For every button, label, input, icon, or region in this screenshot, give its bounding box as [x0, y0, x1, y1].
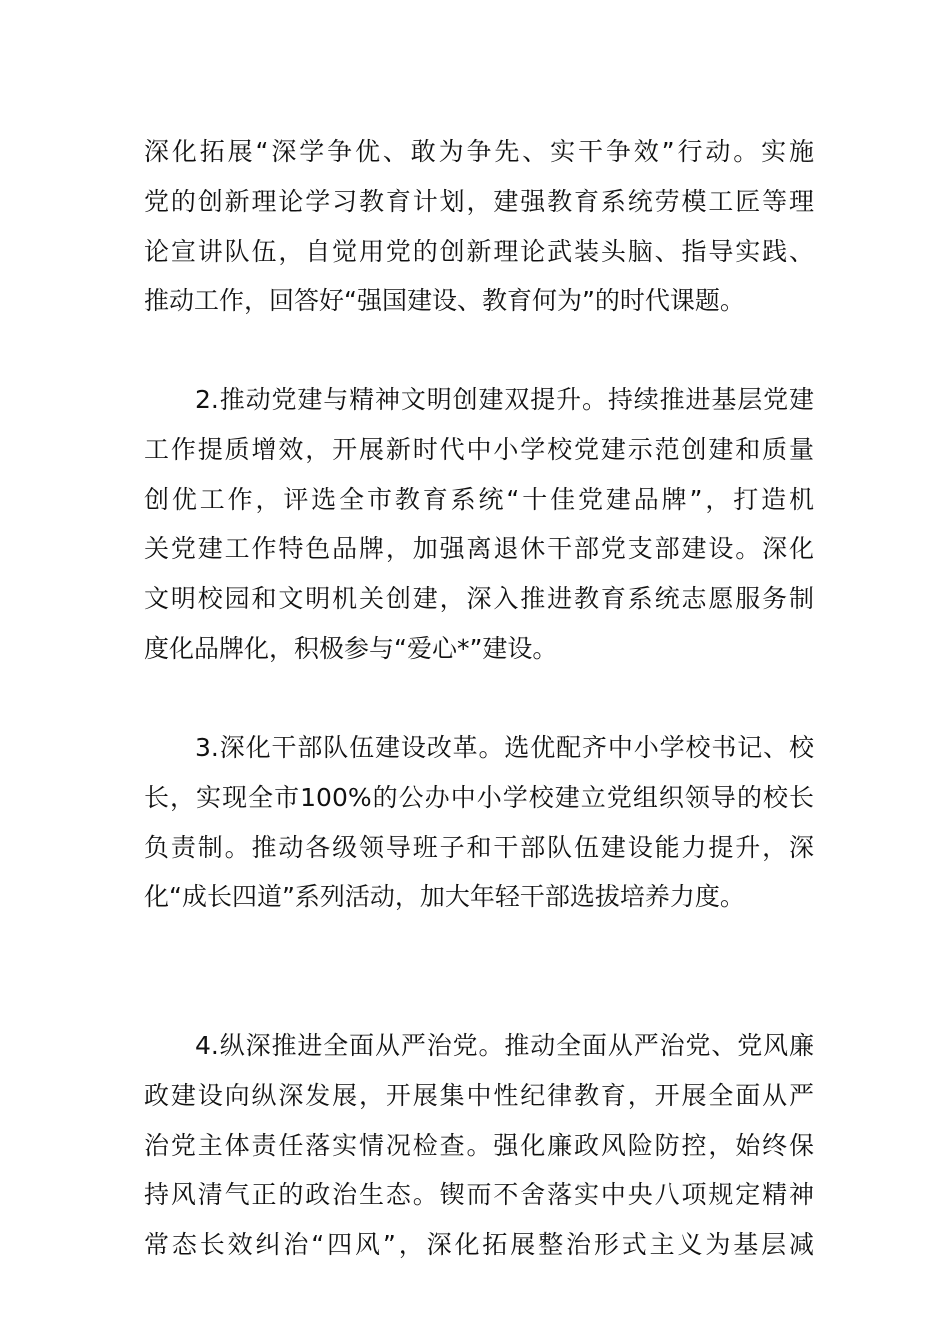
text-line: 3.深化干部队伍建设改革。选优配齐中小学校书记、校	[195, 733, 814, 762]
text-line: 化“成长四道”系列活动，加大年轻干部选拔培养力度。	[144, 882, 745, 912]
text-line: 持风清气正的政治生态。锲而不舍落实中央八项规定精神	[144, 1180, 814, 1210]
text-line: 负责制。推动各级领导班子和干部队伍建设能力提升，深	[144, 832, 814, 862]
text-line: 论宣讲队伍，自觉用党的创新理论武装头脑、指导实践、	[144, 236, 814, 266]
text-line: 党的创新理论学习教育计划，建强教育系统劳模工匠等理	[144, 186, 814, 216]
text-line: 度化品牌化，积极参与“爱心*”建设。	[144, 633, 558, 663]
text-line: 推动工作，回答好“强国建设、教育何为”的时代课题。	[144, 286, 745, 316]
text-line: 创优工作，评选全市教育系统“十佳党建品牌”，打造机	[144, 484, 814, 514]
text-line: 关党建工作特色品牌，加强离退休干部党支部建设。深化	[144, 534, 814, 564]
text-line: 工作提质增效，开展新时代中小学校党建示范创建和质量	[144, 434, 814, 464]
paragraph-item-2	[144, 375, 814, 674]
paragraph-item-3	[144, 723, 814, 922]
text-line: 4.纵深推进全面从严治党。推动全面从严治党、党风廉	[195, 1031, 814, 1060]
text-line: 深化拓展“深学争优、敢为争先、实干争效”行动。实施	[144, 137, 814, 166]
paragraph-item-4	[144, 1021, 814, 1270]
text-line: 2.推动党建与精神文明创建双提升。持续推进基层党建	[195, 385, 814, 414]
text-line: 政建设向纵深发展，开展集中性纪律教育，开展全面从严	[144, 1080, 814, 1110]
text-line: 文明校园和文明机关创建，深入推进教育系统志愿服务制	[144, 584, 814, 614]
paragraph-continuation	[144, 127, 814, 326]
text-line: 常态长效纠治“四风”，深化拓展整治形式主义为基层减	[144, 1230, 814, 1260]
text-line: 长，实现全市100%的公办中小学校建立党组织领导的校长	[144, 782, 814, 812]
text-line: 治党主体责任落实情况检查。强化廉政风险防控，始终保	[144, 1130, 814, 1160]
